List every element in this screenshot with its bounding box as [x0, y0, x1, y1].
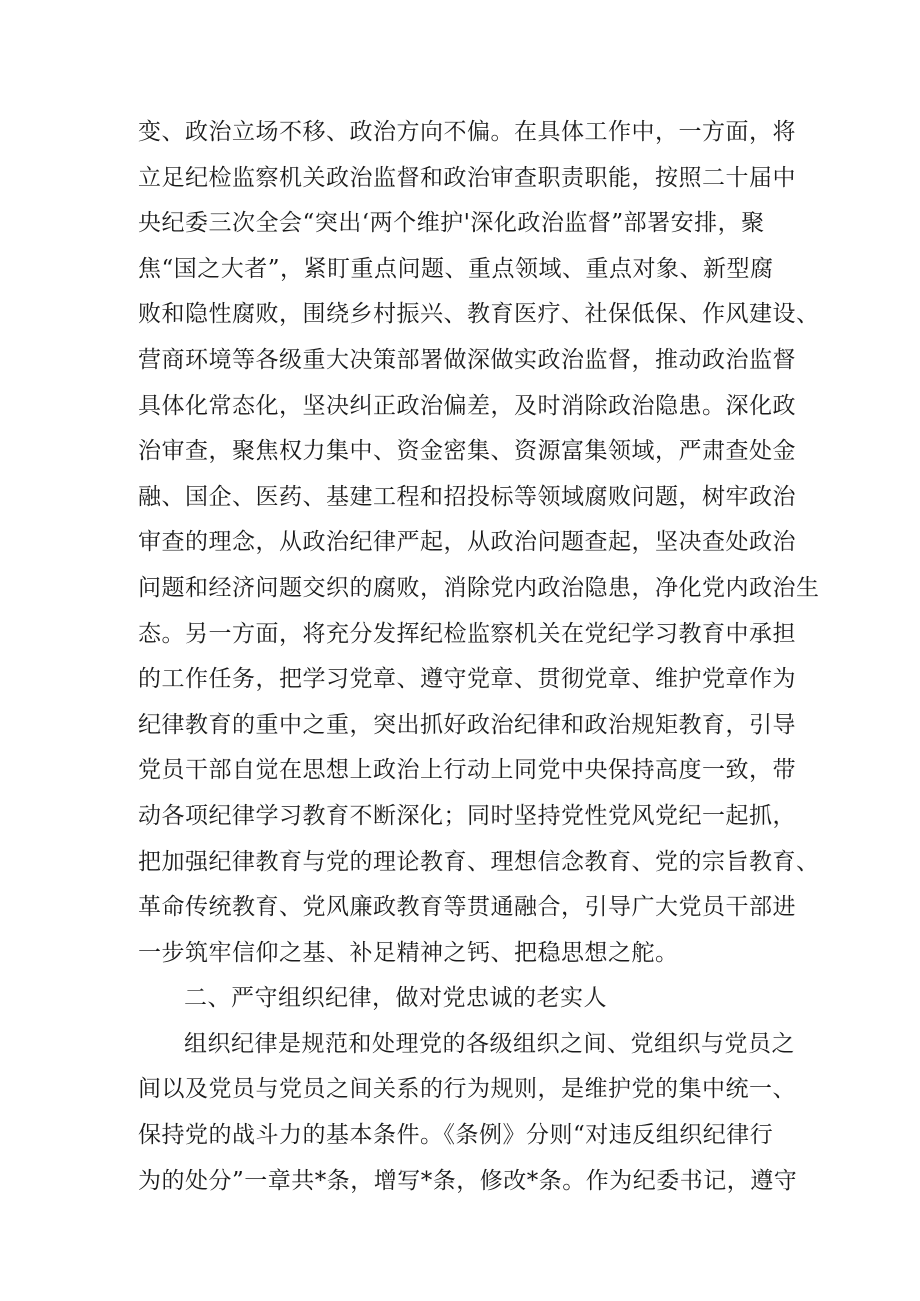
text-line: 具体化常态化，坚决纠正政治偏差，及时消除政治隐患。深化政	[138, 392, 796, 419]
text-line: 动各项纪律学习教育不断深化；同时坚持党性党风党纪一起抓，	[138, 802, 796, 829]
text-line: 党员干部自觉在思想上政治上行动上同党中央保持高度一致，带	[138, 757, 796, 784]
text-line: 纪律教育的重中之重，突出抓好政治纪律和政治规矩教育，引导	[138, 711, 796, 738]
text-line: 的工作任务，把学习党章、遵守党章、贯彻党章、维护党章作为	[138, 666, 796, 693]
text-line: 把加强纪律教育与党的理论教育、理想信念教育、党的宗旨教育、	[138, 848, 820, 875]
text-line: 间以及党员与党员之间关系的行为规则，是维护党的集中统一、	[138, 1076, 796, 1103]
document-body	[138, 110, 820, 1204]
text-line: 为的处分”一章共*条，增写*条，修改*条。作为纪委书记，遵守	[138, 1167, 798, 1194]
text-line: 焦“国之大者”，紧盯重点问题、重点领域、重点对象、新型腐	[138, 255, 774, 282]
text-line: 营商环境等各级重大决策部署做深做实政治监督，推动政治监督	[138, 346, 796, 373]
section-heading: 二、严守组织纪律，做对党忠诚的老实人	[184, 985, 607, 1012]
text-line: 革命传统教育、党风廉政教育等贯通融合，引导广大党员干部进	[138, 894, 796, 921]
text-line: 保持党的战斗力的基本条件。《条例》分则“对违反组织纪律行	[138, 1122, 774, 1149]
text-line: 融、国企、医药、基建工程和招投标等领域腐败问题，树牢政治	[138, 483, 796, 510]
text-line: 变、政治立场不移、政治方向不偏。在具体工作中，一方面，将	[138, 119, 796, 145]
text-line: 立足纪检监察机关政治监督和政治审查职责职能，按照二十届中	[138, 164, 796, 191]
text-line: 治审查，聚焦权力集中、资金密集、资源富集领域，严肃查处金	[138, 438, 796, 465]
text-line: 央纪委三次全会“突出‘两个维护'深化政治监督”部署安排，聚	[138, 210, 765, 237]
text-line: 一步筑牢信仰之基、补足精神之钙、把稳思想之舵。	[138, 939, 679, 966]
text-line: 败和隐性腐败，围绕乡村振兴、教育医疗、社保低保、作风建设、	[138, 301, 820, 328]
text-line: 审查的理念，从政治纪律严起，从政治问题查起，坚决查处政治	[138, 529, 796, 556]
paragraph-first-line: 组织纪律是规范和处理党的各级组织之间、党组织与党员之	[184, 1030, 795, 1057]
text-line: 态。另一方面，将充分发挥纪检监察机关在党纪学习教育中承担	[138, 620, 796, 647]
text-line: 问题和经济问题交织的腐败，消除党内政治隐患，净化党内政治生	[138, 574, 820, 601]
